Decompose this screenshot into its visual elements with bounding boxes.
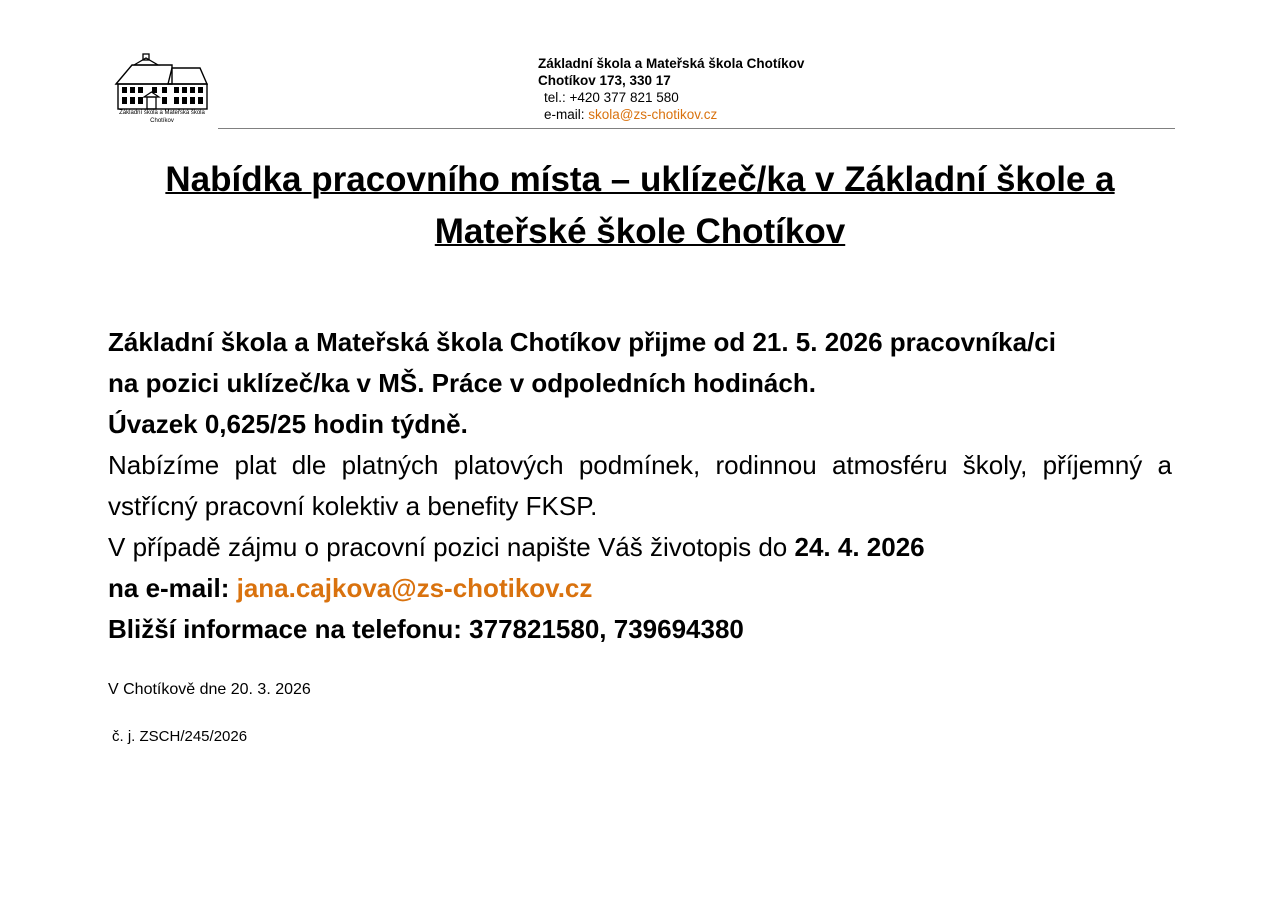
school-email-label: e-mail: [544,107,589,122]
page-title [100,154,1180,258]
contact-email-link[interactable]: jana.cajkova@zs-chotikov.cz [236,573,593,603]
title-line2: Mateřské škole Chotíkov [434,212,846,251]
header-divider [218,128,1175,129]
apply-deadline: 24. 4. 2026 [794,532,925,562]
school-name: Základní škola a Mateřská škola Chotíkov [538,56,805,71]
offer-paragraph: Nabízíme plat dle platných platových podmínek, rodinnou atmosféru školy, příjemný a vstřícný pracovní kolektiv a benefity FKSP. [108,450,1172,521]
apply-line [108,527,1172,568]
school-email-link[interactable]: skola@zs-chotikov.cz [588,107,718,122]
place-date: V Chotíkově dne 20. 3. 2026 [108,681,311,698]
phone-info: Bližší informace na telefonu: 377821580, 739694380 [108,614,744,644]
job-offer-body [108,322,1172,650]
logo-caption-line1: Základní škola a Mateřská škola [119,110,205,116]
apply-text: V případě zájmu o pracovní pozici napište Váš životopis do [108,532,795,562]
school-address: Chotíkov 173, 330 17 [538,73,671,88]
intro-line1: Základní škola a Mateřská škola Chotíkov přijme od 21. 5. 2026 pracovníka/ci [108,327,1056,357]
school-building-icon [112,52,212,112]
logo-caption-line2: Chotíkov [150,118,174,124]
school-logo [112,52,212,138]
logo-caption [112,109,212,125]
school-email-line [538,106,804,123]
title-line1: Nabídka pracovního místa – uklízeč/ka v Základní škole a [165,160,1115,199]
school-phone: tel.: +420 377 821 580 [544,90,679,105]
contact-email-line [108,568,1172,609]
contact-email-label: na e-mail: [108,573,237,603]
intro-line2: na pozici uklízeč/ka v MŠ. Práce v odpoledních hodinách. [108,368,816,398]
workload: Úvazek 0,625/25 hodin týdně. [108,409,468,439]
letterhead [538,55,804,123]
reference-number: č. j. ZSCH/245/2026 [112,728,248,745]
